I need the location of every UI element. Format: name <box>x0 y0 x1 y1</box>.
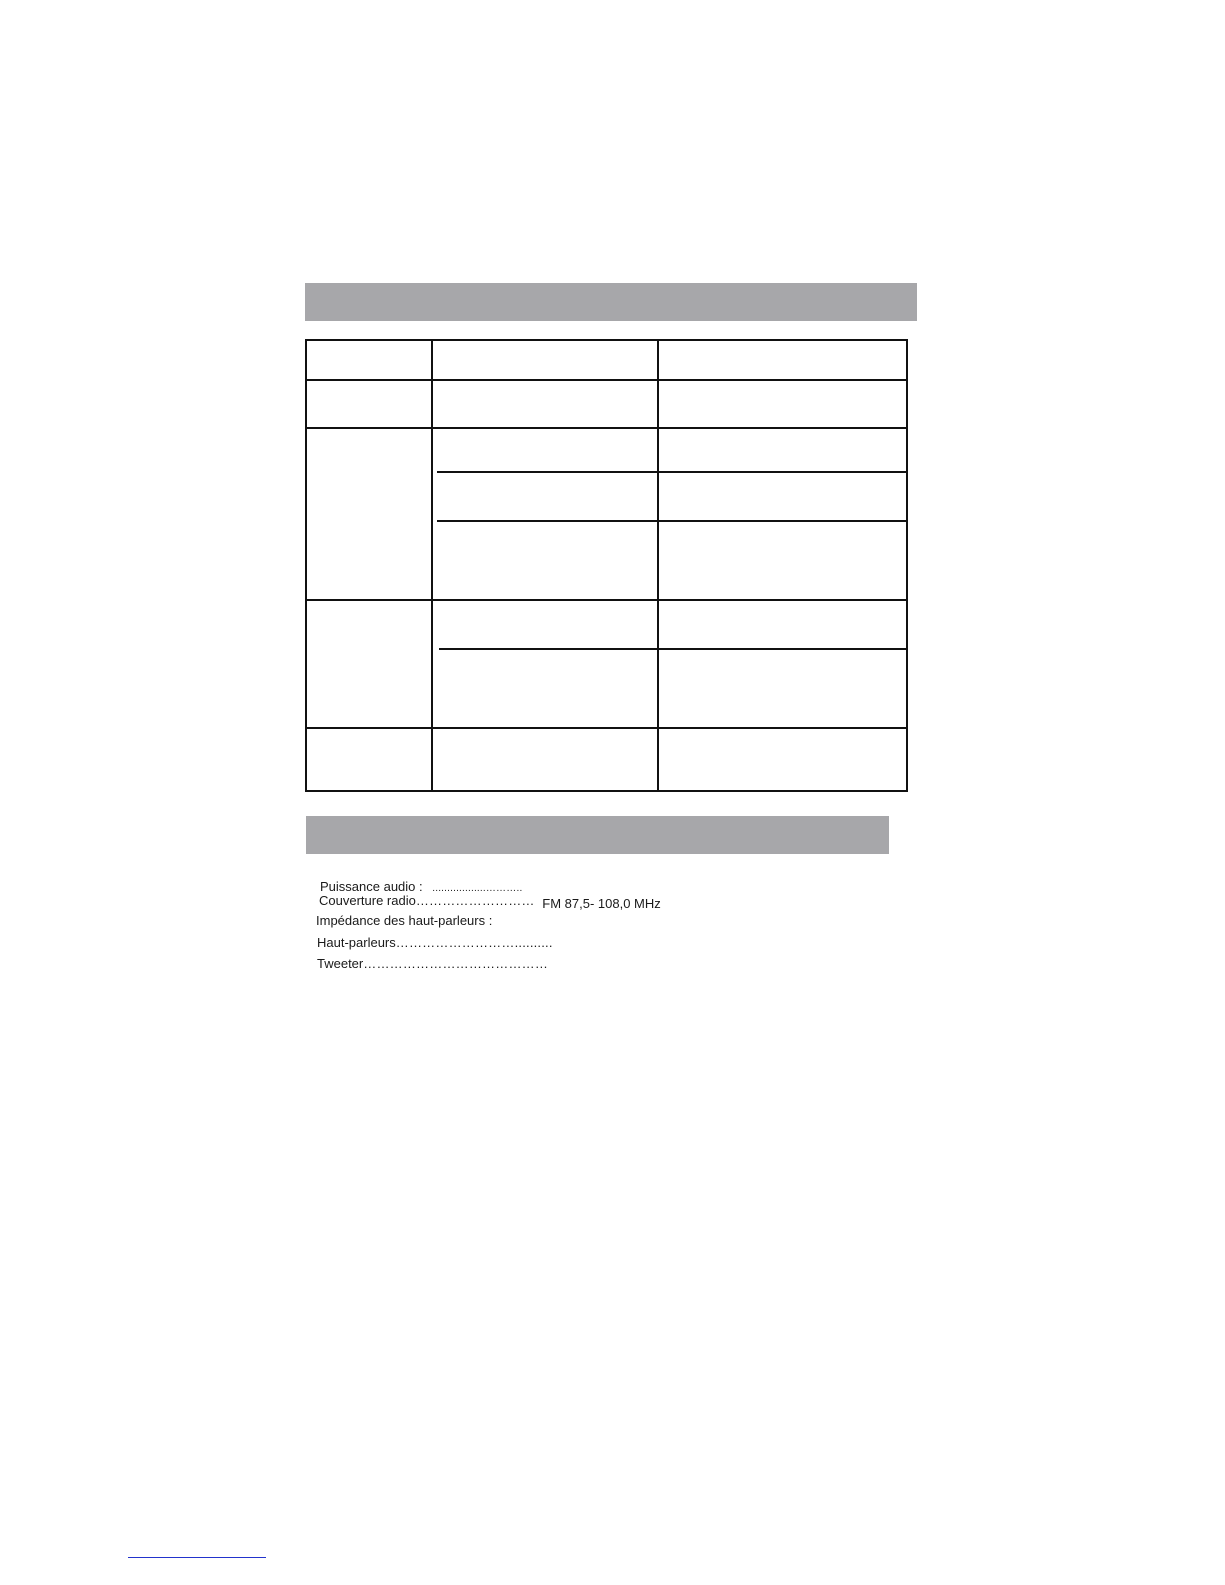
troubleshooting-table <box>305 339 908 792</box>
table-row-separator <box>307 379 906 381</box>
table-column-divider-1 <box>431 341 433 790</box>
table-subrow-separator <box>437 471 906 473</box>
table-header-cell <box>433 341 657 379</box>
spec-radio-coverage-leader: ……………………… <box>415 893 535 908</box>
spec-impedance-heading <box>316 913 492 928</box>
spec-speakers-leader: ……………………….......... <box>395 935 553 950</box>
footer-link-underline[interactable] <box>128 1557 266 1558</box>
table-header-cell <box>307 341 431 379</box>
table-header-cell <box>659 341 906 379</box>
spec-speakers <box>317 935 553 950</box>
table-row-separator <box>307 599 906 601</box>
spec-tweeter-label: Tweeter <box>317 956 364 971</box>
spec-audio-power-label: Puissance audio : <box>320 879 423 894</box>
spec-radio-coverage-label: Couverture radio <box>319 893 416 908</box>
table-subrow-separator <box>439 648 906 650</box>
table-column-divider-2 <box>657 341 659 790</box>
spec-tweeter <box>317 956 548 971</box>
spec-radio-coverage-value: FM 87,5- 108,0 MHz <box>542 896 661 911</box>
table-row-separator <box>307 727 906 729</box>
section-header-bar-specifications <box>306 816 889 854</box>
table-row-separator <box>307 427 906 429</box>
spec-impedance-heading-label: Impédance des haut-parleurs : <box>316 913 493 928</box>
spec-radio-coverage <box>319 893 661 911</box>
spec-audio-power-leader: ..................……….. <box>432 883 523 894</box>
section-header-bar-top <box>305 283 917 321</box>
table-subrow-separator <box>437 520 906 522</box>
spec-tweeter-leader: …………………………………… <box>363 956 549 971</box>
spec-speakers-label: Haut-parleurs <box>317 935 396 950</box>
